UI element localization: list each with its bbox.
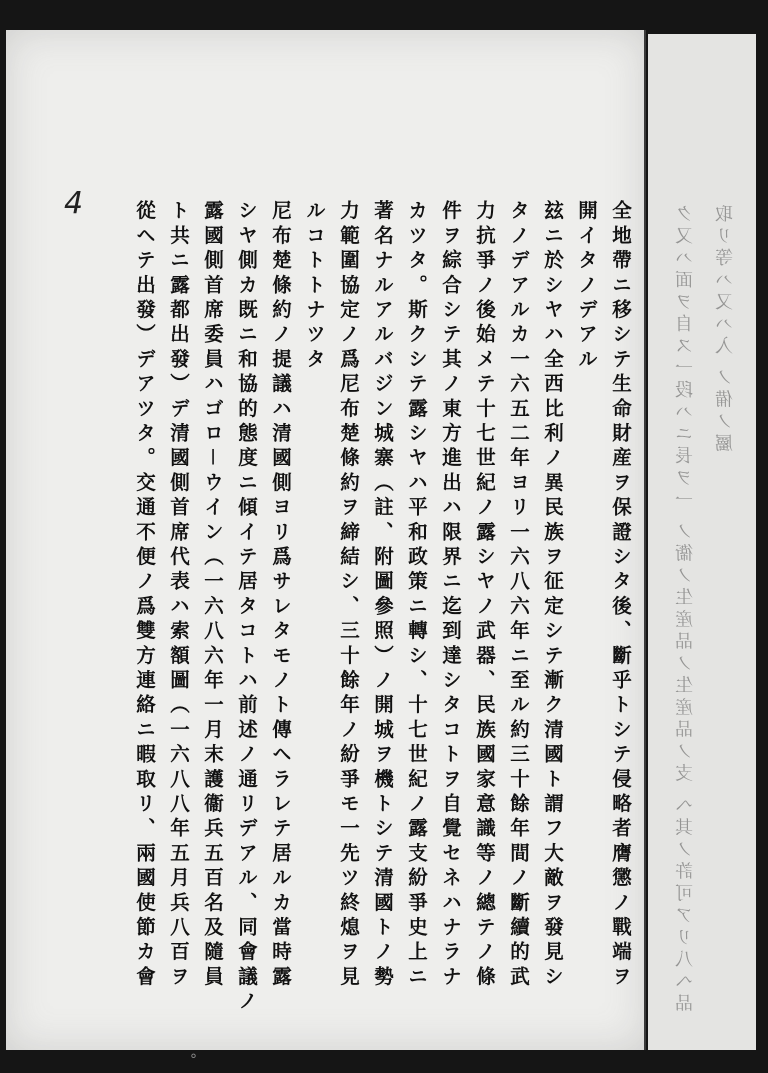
text-column: 力範圍協定ノ爲尼布楚條約ヲ締結シ、三十餘年ノ紛爭モ一先ツ終熄ヲ見 (337, 200, 360, 991)
text-column: 件ヲ綜合シテ其ノ東方進出ハ限界ニ迄到達シタコトヲ自覺セネハナラナ (439, 200, 462, 991)
text-column: 開イタノデアル (575, 200, 598, 373)
bleed-column: ノ衞ノ生産品ノ生産品ノ支 (675, 521, 696, 786)
text-column: 玆ニ於シヤハ全西比利ノ異民族ヲ征定シテ漸ク清國ト謂フ大敵ヲ發見シ (541, 200, 564, 991)
text-column: 露國側首席委員ハゴロ－ウイン（一六八六年一月末護衞兵五百名及隨員 (201, 200, 224, 991)
text-column: シヤ側カ既ニ和協的態度ニ傾イテ居タコトハ前述ノ通リデアル、同會議ノ (235, 200, 258, 1016)
text-column: 尼布楚條約ノ提議ハ清國側ヨリ爲サレタモノト傳ヘラレテ居ルカ當時露 (269, 200, 292, 991)
bleed-column: ク又ハ面ヲ自ス一段ハニ長ヲ一 (675, 204, 696, 512)
vertical-body-text (92, 200, 637, 1016)
bleed-column: 取リ等ハ又ハ入 (715, 204, 736, 358)
text-column: 力抗爭ノ後始メテ十七世紀ノ露シヤノ武器、民族國家意識等ノ總テノ條 (473, 200, 496, 991)
text-column: 從ヘテ出發）デアツタ。交通不便ノ爲雙方連絡ニ暇取リ、兩國使節カ會 (133, 200, 156, 991)
bleed-column: ヘ其ノ許可アリ八ヘ品 (675, 795, 696, 1016)
bleed-column: ノ備ノ屬 (715, 367, 736, 456)
text-column: ト共ニ露都出發）デ清國側首席代表ハ索額圖（一六八八年五月兵八百ヲ (167, 200, 190, 991)
text-column: 全地帶ニ移シテ生命財産ヲ保證シタ後、斷乎トシテ侵略者膺懲ノ戰端ヲ (609, 200, 632, 991)
text-column: タノデアルカ一六五二年ヨリ一六八六年ニ至ル約三十餘年間ノ斷續的武 (507, 200, 530, 991)
bleed-through-text (666, 204, 746, 1034)
page-edge (644, 30, 646, 1050)
bottom-mark: ° (190, 1052, 197, 1068)
text-column: 著名ナルアルバジン城寨（註、附圖參照）ノ開城ヲ機トシテ清國トノ勢 (371, 200, 394, 991)
bleed-through-page (648, 34, 756, 1050)
text-column: ルコトトナツタ (303, 200, 326, 373)
page-margin-number: 4 (64, 186, 84, 221)
text-column: カツタ。斯クシテ露シヤハ平和政策ニ轉シ、十七世紀ノ露支紛爭史上ニ (405, 200, 428, 991)
